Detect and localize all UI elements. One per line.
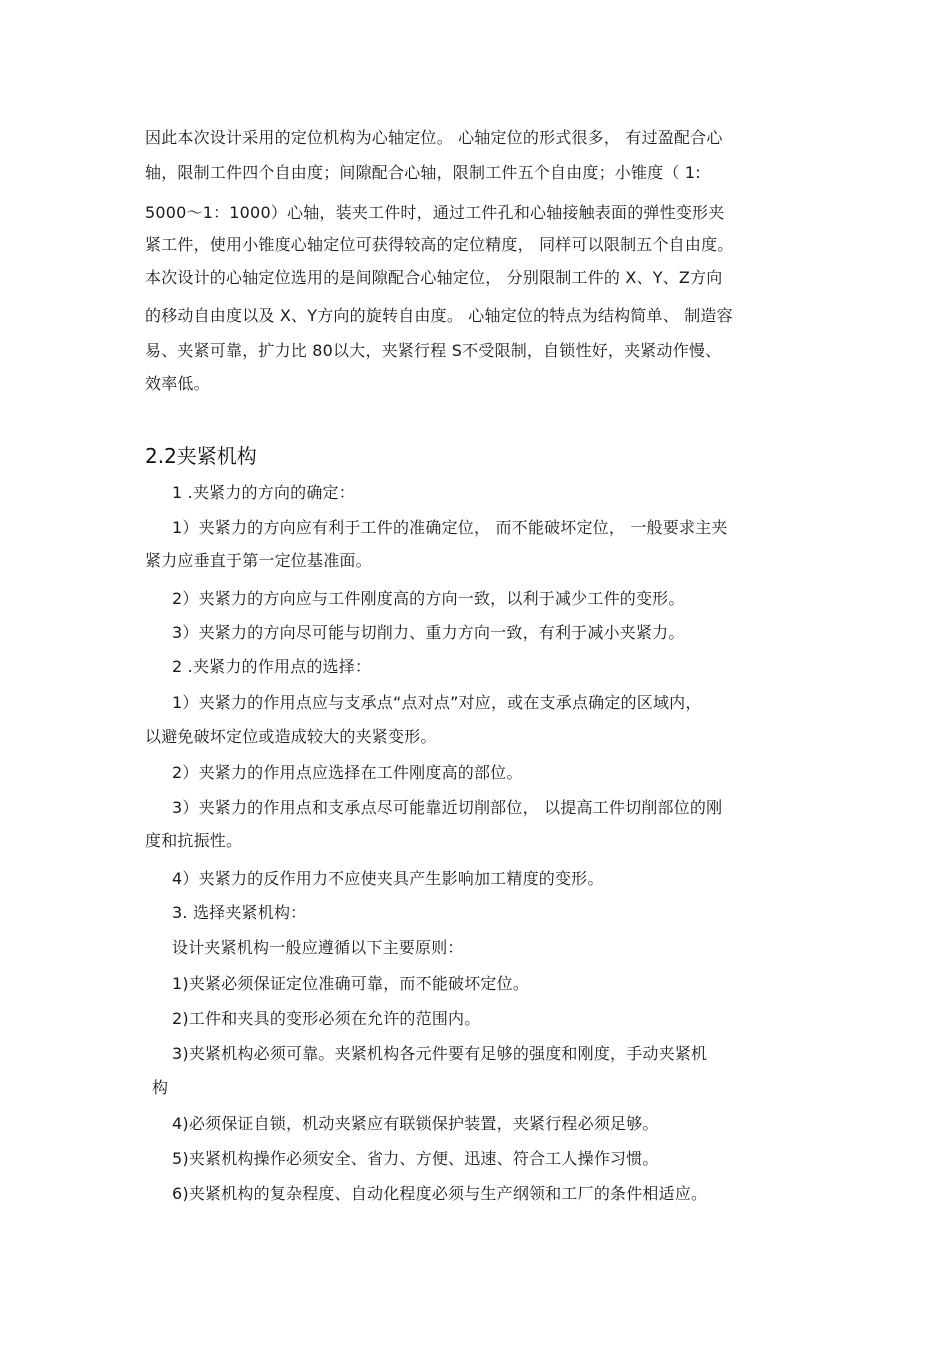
list-item: 2）夹紧力的作用点应选择在工件刚度高的部位。 bbox=[172, 763, 523, 782]
list-item: 3)夹紧机构必须可靠。夹紧机构各元件要有足够的强度和刚度，手动夹紧机 bbox=[172, 1044, 708, 1063]
list-item: 度和抗振性。 bbox=[145, 831, 243, 850]
paragraph-line: 紧工件，使用小锥度心轴定位可获得较高的定位精度， 同样可以限制五个自由度。 bbox=[145, 235, 734, 254]
list-item: 紧力应垂直于第一定位基准面。 bbox=[145, 551, 372, 570]
list-item: 1 .夹紧力的方向的确定： bbox=[172, 483, 355, 502]
list-item: 3）夹紧力的作用点和支承点尽可能靠近切削部位， 以提高工件切削部位的刚 bbox=[172, 798, 723, 817]
paragraph-line: 轴，限制工件四个自由度；间隙配合心轴，限制工件五个自由度；小锥度（ 1: bbox=[145, 163, 701, 182]
paragraph-line: 易、夹紧可靠，扩力比 80以大，夹紧行程 S不受限制，自锁性好，夹紧动作慢、 bbox=[145, 341, 722, 360]
paragraph-line: 因此本次设计采用的定位机构为心轴定位。 心轴定位的形式很多， 有过盈配合心 bbox=[145, 128, 723, 147]
list-item: 4）夹紧力的反作用力不应使夹具产生影响加工精度的变形。 bbox=[172, 869, 604, 888]
list-item: 以避免破坏定位或造成较大的夹紧变形。 bbox=[145, 727, 437, 746]
paragraph-line: 5000～1：1000）心轴，装夹工件时，通过工件孔和心轴接触表面的弹性变形夹 bbox=[145, 203, 725, 222]
list-item: 1)夹紧必须保证定位准确可靠，而不能破坏定位。 bbox=[172, 974, 530, 993]
list-item: 设计夹紧机构一般应遵循以下主要原则： bbox=[172, 938, 464, 957]
list-item: 2 .夹紧力的作用点的选择： bbox=[172, 657, 372, 676]
list-item: 6)夹紧机构的复杂程度、自动化程度必须与生产纲领和工厂的条件相适应。 bbox=[172, 1184, 708, 1203]
list-item: 1）夹紧力的方向应有利于工件的准确定位， 而不能破坏定位， 一般要求主夹 bbox=[172, 518, 728, 537]
list-item: 4)必须保证自锁，机动夹紧应有联锁保护装置，夹紧行程必须足够。 bbox=[172, 1114, 659, 1133]
list-item: 2)工件和夹具的变形必须在允许的范围内。 bbox=[172, 1009, 481, 1028]
paragraph-line: 本次设计的心轴定位选用的是间隙配合心轴定位， 分别限制工件的 X、Y、Z方向 bbox=[145, 268, 723, 287]
list-item: 2）夹紧力的方向应与工件刚度高的方向一致，以利于减少工件的变形。 bbox=[172, 589, 685, 608]
paragraph-line: 的移动自由度以及 X、Y方向的旋转自由度。 心轴定位的特点为结构简单、 制造容 bbox=[145, 306, 733, 325]
list-item: 3）夹紧力的方向尽可能与切削力、重力方向一致，有利于减小夹紧力。 bbox=[172, 623, 685, 642]
list-item: 5)夹紧机构操作必须安全、省力、方便、迅速、符合工人操作习惯。 bbox=[172, 1149, 659, 1168]
paragraph-line: 效率低。 bbox=[145, 374, 210, 393]
section-heading: 2.2夹紧机构 bbox=[145, 444, 257, 468]
list-item: 构 bbox=[152, 1078, 169, 1097]
list-item: 1）夹紧力的作用点应与支承点“点对点”对应，或在支承点确定的区域内， bbox=[172, 693, 702, 712]
list-item: 3. 选择夹紧机构： bbox=[172, 903, 307, 922]
